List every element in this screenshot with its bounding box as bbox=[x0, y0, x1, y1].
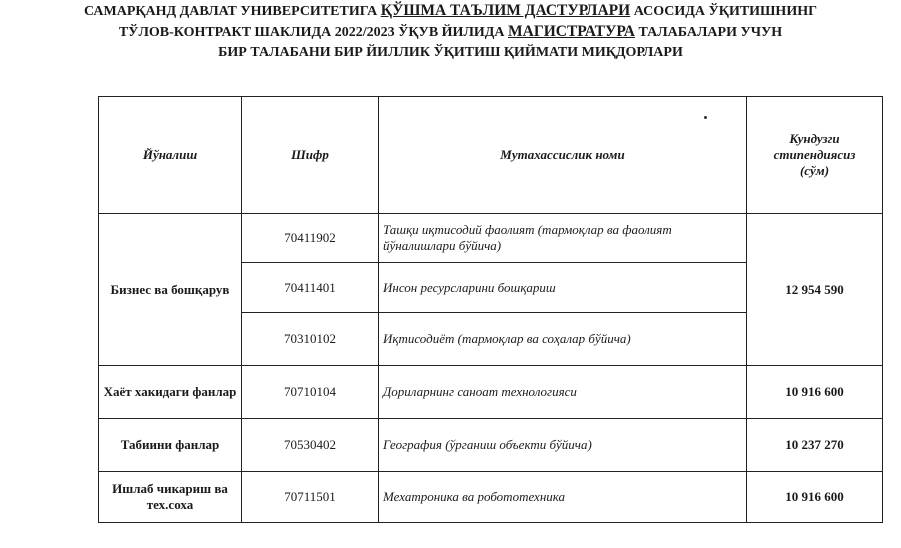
code-cell: 70530402 bbox=[242, 419, 379, 472]
direction-cell: Хаёт хакидаги фанлар bbox=[99, 366, 242, 419]
header-price: Кундузги стипендиясиз (сўм) bbox=[747, 97, 883, 214]
heading-line-2-end: ТАЛАБАЛАРИ УЧУН bbox=[635, 25, 783, 40]
document-heading bbox=[0, 1, 901, 63]
direction-cell: Бизнес ва бошқарув bbox=[99, 214, 242, 366]
table-row bbox=[99, 366, 883, 419]
direction-cell: Табиини фанлар bbox=[99, 419, 242, 472]
tuition-table bbox=[98, 96, 883, 523]
table-row bbox=[99, 419, 883, 472]
heading-line-1-end: АСОСИДА ЎҚИТИШНИНГ bbox=[630, 4, 818, 19]
price-cell: 10 237 270 bbox=[747, 419, 883, 472]
heading-line-2-underlined: МАГИСТРАТУРА bbox=[508, 23, 635, 40]
heading-line-3: БИР ТАЛАБАНИ БИР ЙИЛЛИК ЎҚИТИШ ҚИЙМАТИ МИҚДОРЛАРИ bbox=[218, 45, 683, 60]
specialty-cell: Инсон ресурсларини бошқариш bbox=[379, 263, 747, 313]
code-cell: 70710104 bbox=[242, 366, 379, 419]
header-code: Шифр bbox=[242, 97, 379, 214]
price-cell: 12 954 590 bbox=[747, 214, 883, 366]
specialty-cell: Дориларнинг саноат технологияси bbox=[379, 366, 747, 419]
heading-line-2-start: ТЎЛОВ-КОНТРАКТ ШАКЛИДА 2022/2023 ЎҚУВ ЙИЛИДА bbox=[118, 25, 509, 40]
specialty-cell: Мехатроника ва робототехника bbox=[379, 472, 747, 523]
heading-line-1-underlined: ҚЎШМА ТАЪЛИМ ДАСТУРЛАРИ bbox=[380, 2, 631, 19]
table-row bbox=[99, 472, 883, 523]
code-cell: 70411401 bbox=[242, 263, 379, 313]
header-direction: Йўналиш bbox=[99, 97, 242, 214]
direction-cell: Ишлаб чикариш ва тех.соха bbox=[99, 472, 242, 523]
heading-line-1 bbox=[0, 1, 901, 22]
code-cell: 70411902 bbox=[242, 214, 379, 263]
code-cell: 70310102 bbox=[242, 313, 379, 366]
heading-line-1-start: САМАРҚАНД ДАВЛАТ УНИВЕРСИТЕТИГА bbox=[83, 4, 381, 19]
price-cell: 10 916 600 bbox=[747, 472, 883, 523]
table-row bbox=[99, 214, 883, 263]
header-specialty: Мутахассислик номи bbox=[379, 97, 747, 214]
specialty-cell: География (ўрганиш объекти бўйича) bbox=[379, 419, 747, 472]
heading-line-2 bbox=[0, 22, 901, 43]
table-header-row bbox=[99, 97, 883, 214]
specialty-cell: Иқтисодиёт (тармоқлар ва соҳалар бўйича) bbox=[379, 313, 747, 366]
specialty-cell: Ташқи иқтисодий фаолият (тармоқлар ва фаолият йўналишлари бўйича) bbox=[379, 214, 747, 263]
price-cell: 10 916 600 bbox=[747, 366, 883, 419]
code-cell: 70711501 bbox=[242, 472, 379, 523]
